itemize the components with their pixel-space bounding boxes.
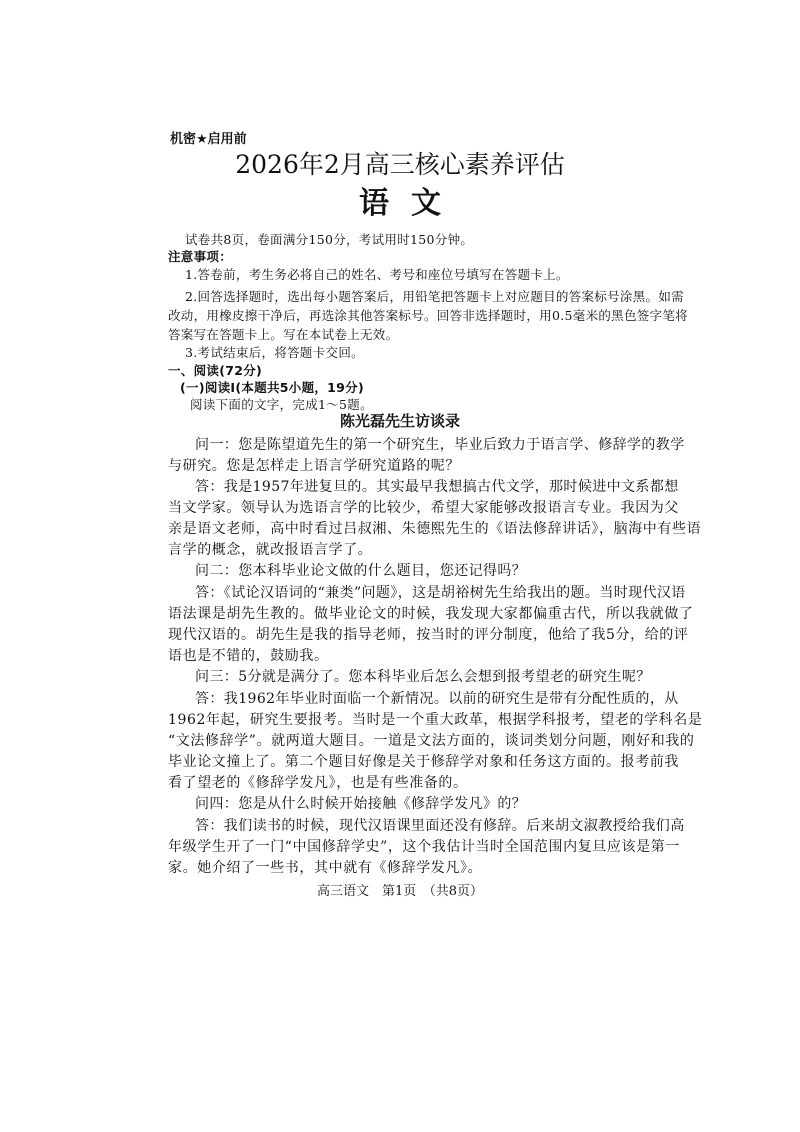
exam-info: 试卷共8页，卷面满分150分，考试用时150分钟。 bbox=[185, 232, 474, 247]
section-subheading: (一)阅读Ⅰ(本题共5小题，19分) bbox=[180, 380, 364, 395]
article-line: 答：我们读书的时候，现代汉语课里面还没有修辞。后来胡文淑教授给我们高 bbox=[195, 818, 685, 834]
article-line: 语也是不错的，鼓励我。 bbox=[168, 648, 329, 664]
article-line: 问四：您是从什么时候开始接触《修辞学发凡》的？ bbox=[195, 796, 527, 812]
article-line: 年级学生开了一门“中国修辞学史”，这个我估计当时全国范围内复旦应该是第一 bbox=[168, 839, 680, 855]
article-line: 言学的概念，就改报语言学了。 bbox=[168, 542, 373, 558]
confidential-label: 机密★启用前 bbox=[170, 132, 247, 147]
notes-heading: 注意事项： bbox=[168, 249, 233, 264]
article-line: 当文学家。领导认为选语言学的比较少，希望大家能够改报语言专业。我因为父 bbox=[168, 500, 679, 516]
article-line: 毕业论文撞上了。第二个题目好像是关于修辞学对象和任务这方面的。报考前我 bbox=[168, 754, 679, 770]
article-line: 问一：您是陈望道先生的第一个研究生，毕业后致力于语言学、修辞学的教学 bbox=[195, 437, 685, 453]
article-line: 家。她介绍了一些书，其中就有《修辞学发凡》。 bbox=[168, 860, 483, 876]
note-line: 改动，用橡皮擦干净后，再选涂其他答案标号。回答非选择题时，用0.5毫米的黑色签字笔将 bbox=[168, 308, 688, 323]
subject-title: 语文 bbox=[359, 186, 463, 221]
article-line: 语法课是胡先生教的。做毕业论文的时候，我发现大家都偏重古代，所以我就做了 bbox=[168, 606, 694, 622]
article-title: 陈光磊先生访谈录 bbox=[339, 412, 460, 430]
section-instruction: 阅读下面的文字，完成1～5题。 bbox=[190, 397, 373, 412]
article-line: 问二：您本科毕业论文做的什么题目，您还记得吗？ bbox=[195, 563, 527, 579]
note-line: 答案写在答题卡上。写在本试卷上无效。 bbox=[168, 327, 399, 342]
exam-title: 2026年2月高三核心素养评估 bbox=[235, 150, 565, 179]
article-line: 问三：5分就是满分了。您本科毕业后怎么会想到报考望老的研究生呢？ bbox=[195, 669, 651, 685]
article-line: 答：我1962年毕业时面临一个新情况。以前的研究生是带有分配性质的，从 bbox=[195, 691, 679, 707]
section-heading: 一、阅读(72分) bbox=[168, 363, 263, 378]
note-line: 3.考试结束后，将答题卡交回。 bbox=[185, 345, 364, 360]
page-footer: 高三语文 第1页 （共8页） bbox=[316, 884, 484, 899]
article-line: 与研究。您是怎样走上语言学研究道路的呢？ bbox=[168, 458, 460, 474]
article-line: 亲是语文老师，高中时看过吕叔湘、朱德熙先生的《语法修辞讲话》，脑海中有些语 bbox=[168, 521, 702, 537]
article-line: 答：《试论汉语词的“兼类”问题》，这是胡裕树先生给我出的题。当时现代汉语 bbox=[195, 585, 686, 601]
note-line: 2.回答选择题时，选出每小题答案后，用铅笔把答题卡上对应题目的答案标号涂黑。如需 bbox=[185, 289, 684, 304]
article-line: 现代汉语的。胡先生是我的指导老师，按当时的评分制度，他给了我5分，给的评 bbox=[168, 627, 689, 643]
article-line: 看了望老的《修辞学发凡》，也是有些准备的。 bbox=[168, 775, 468, 791]
article-line: “文法修辞学”。就两道大题目。一道是文法方面的，谈词类划分问题，刚好和我的 bbox=[168, 733, 695, 749]
note-line: 1.答卷前，考生务必将自己的姓名、考号和座位号填写在答题卡上。 bbox=[185, 267, 569, 282]
article-line: 答：我是1957年进复旦的。其实最早我想搞古代文学，那时候进中文系都想 bbox=[195, 479, 679, 495]
article-line: 1962年起，研究生要报考。当时是一个重大政革，根据学科报考，望老的学科名是 bbox=[168, 712, 703, 728]
